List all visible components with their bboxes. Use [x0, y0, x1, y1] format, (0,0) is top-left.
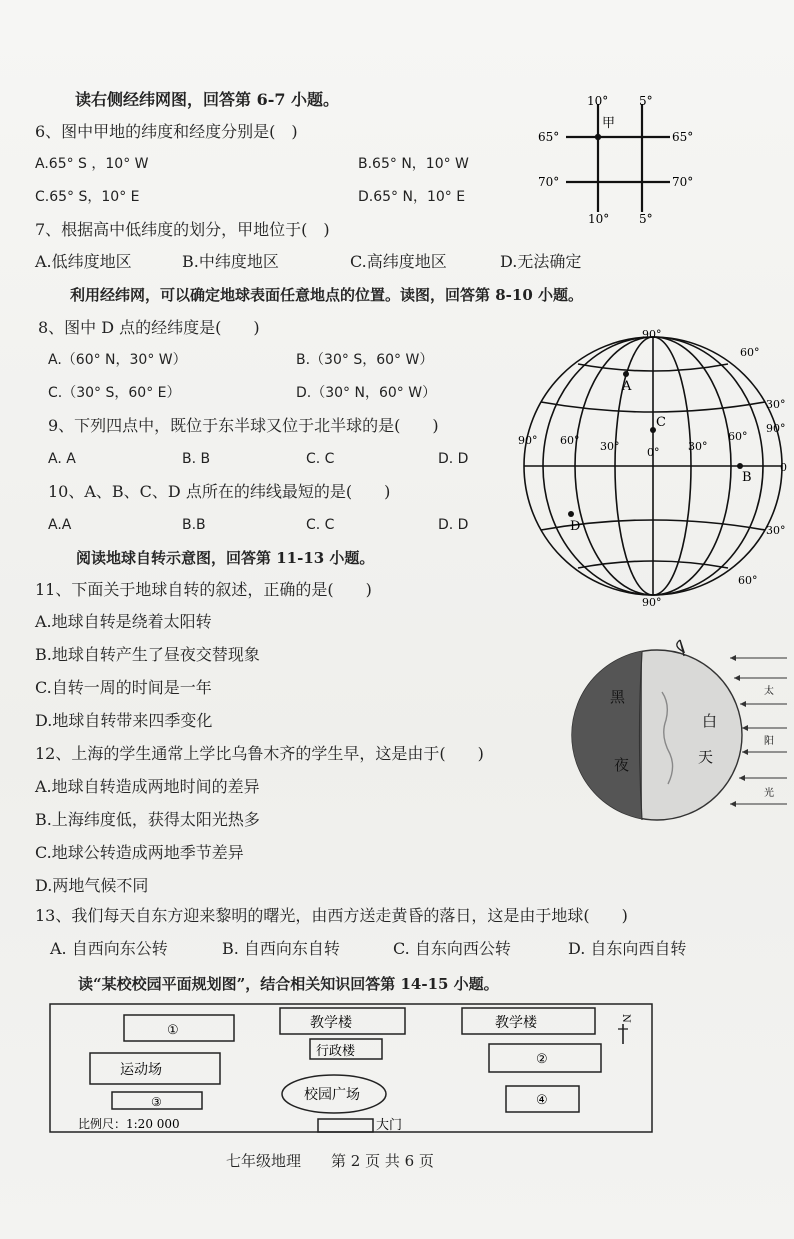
q10-option-c[interactable]: C. C [306, 517, 335, 533]
point-a [623, 371, 629, 377]
q8-option-d[interactable]: D.（30° N，60° W） [296, 385, 437, 401]
q11-stem: 11、下面关于地球自转的叙述，正确的是( ) [35, 580, 372, 599]
q7-option-a[interactable]: A.低纬度地区 [35, 252, 132, 271]
label-sun-3: 光 [764, 788, 774, 799]
label-c: C [656, 415, 666, 430]
label-jia: 甲 [602, 116, 616, 131]
q7-option-b[interactable]: B.中纬度地区 [182, 252, 279, 271]
q10-stem: 10、A、B、C、D 点所在的纬线最短的是( ) [48, 482, 391, 501]
label-building-3: ③ [151, 1095, 162, 1109]
label-60-top: 60° [740, 346, 760, 359]
label-90-top: 90° [642, 328, 662, 341]
q6-option-b[interactable]: B.65° N，10° W [358, 156, 469, 172]
label-day-1: 白 [702, 712, 718, 730]
label-admin: 行政楼 [316, 1044, 356, 1059]
q11-option-a[interactable]: A.地球自转是绕着太阳转 [35, 612, 212, 631]
label-left-70: 70° [538, 175, 560, 189]
q7-option-c[interactable]: C.高纬度地区 [350, 252, 447, 271]
q12-option-d[interactable]: D.两地气候不同 [35, 876, 149, 895]
label-left-65: 65° [538, 130, 560, 144]
lat-lon-grid-figure [530, 90, 710, 230]
q6-option-d[interactable]: D.65° N，10° E [358, 189, 466, 205]
sun-ray-arrowhead [742, 725, 748, 731]
intro-14-15: 读“某校校园平面规划图”，结合相关知识回答第 14-15 小题。 [78, 975, 499, 993]
q8-option-c[interactable]: C.（30° S，60° E） [48, 385, 181, 401]
q12-option-c[interactable]: C.地球公转造成两地季节差异 [35, 843, 244, 862]
point-d [568, 511, 574, 517]
label-90-bottom: 90° [642, 596, 662, 608]
label-bottom-5: 5° [639, 212, 653, 226]
label-right-70: 70° [672, 175, 694, 189]
q13-option-a[interactable]: A. 自西向东公转 [50, 939, 168, 958]
label-lon-90w: 90° [518, 434, 538, 447]
label-lon-0: 0° [647, 446, 660, 459]
label-building-4: ④ [536, 1093, 548, 1108]
label-right-65: 65° [672, 130, 694, 144]
sun-ray-arrowhead [742, 749, 748, 755]
label-equator-0: 0 [780, 461, 787, 474]
label-top-5: 5° [639, 94, 653, 108]
sun-ray-arrowhead [730, 801, 736, 807]
q9-option-c[interactable]: C. C [306, 451, 335, 467]
q13-option-c[interactable]: C. 自东向西公转 [393, 939, 511, 958]
q9-option-b[interactable]: B. B [182, 451, 211, 467]
label-lon-90e: 90° [766, 422, 786, 435]
q12-option-b[interactable]: B.上海纬度低，获得太阳光热多 [35, 810, 260, 829]
globe-grid-figure [510, 326, 794, 608]
label-night-2: 夜 [614, 756, 630, 774]
label-sun-1: 太 [764, 686, 774, 697]
q11-option-b[interactable]: B.地球自转产生了昼夜交替现象 [35, 645, 260, 664]
label-b: B [742, 470, 752, 485]
q7-option-d[interactable]: D.无法确定 [500, 252, 582, 271]
label-lon-60w: 60° [560, 434, 580, 447]
label-30s: 30° [766, 524, 786, 537]
label-teaching-2: 教学楼 [495, 1015, 537, 1031]
q10-option-d[interactable]: D. D [438, 517, 469, 533]
label-bottom-10: 10° [588, 212, 610, 226]
intro-8-10: 利用经纬网，可以确定地球表面任意地点的位置。读图，回答第 8-10 小题。 [70, 286, 583, 304]
q9-option-a[interactable]: A. A [48, 451, 76, 467]
label-building-2: ② [536, 1052, 548, 1067]
label-lon-60e: 60° [728, 430, 748, 443]
label-top-10: 10° [587, 94, 609, 108]
night-side [562, 632, 642, 832]
q9-option-d[interactable]: D. D [438, 451, 469, 467]
sun-ray-arrowhead [734, 675, 740, 681]
intro-11-13: 阅读地球自转示意图，回答第 11-13 小题。 [76, 549, 375, 567]
label-building-1: ① [167, 1023, 179, 1038]
q6-option-c[interactable]: C.65° S，10° E [35, 189, 140, 205]
label-plaza: 校园广场 [304, 1087, 360, 1103]
label-lon-30w: 30° [600, 440, 620, 453]
main-gate [318, 1119, 373, 1132]
q8-stem: 8、图中 D 点的经纬度是( ) [38, 318, 260, 337]
label-60-bottom: 60° [738, 574, 758, 587]
label-day-2: 天 [698, 748, 714, 766]
q11-option-d[interactable]: D.地球自转带来四季变化 [35, 711, 213, 730]
q9-stem: 9、下列四点中，既位于东半球又位于北半球的是( ) [48, 416, 439, 435]
q12-option-a[interactable]: A.地球自转造成两地时间的差异 [35, 777, 260, 796]
label-sun-2: 阳 [764, 736, 774, 747]
q13-stem: 13、我们每天自东方迎来黎明的曙光，由西方送走黄昏的落日，这是由于地球( ) [35, 906, 628, 925]
label-30n: 30° [766, 398, 786, 411]
q7-stem: 7、根据高中低纬度的划分，甲地位于( ) [35, 220, 330, 239]
campus-plan-figure [40, 998, 665, 1140]
label-sports: 运动场 [120, 1062, 162, 1078]
q12-stem: 12、上海的学生通常上学比乌鲁木齐的学生早，这是由于( ) [35, 744, 484, 763]
q10-option-a[interactable]: A.A [48, 517, 72, 533]
q10-option-b[interactable]: B.B [182, 517, 206, 533]
label-night-1: 黑 [610, 688, 626, 706]
scale-label: 比例尺：1:20 000 [78, 1117, 180, 1131]
page-footer: 七年级地理 第 2 页 共 6 页 [226, 1152, 434, 1170]
q8-option-a[interactable]: A.（60° N，30° W） [48, 352, 187, 368]
earth-rotation-figure [562, 632, 787, 832]
label-teaching-1: 教学楼 [310, 1015, 352, 1031]
intro-6-7: 读右侧经纬网图，回答第 6-7 小题。 [75, 90, 340, 109]
q6-option-a[interactable]: A.65° S ，10° W [35, 156, 149, 172]
sun-ray-arrowhead [739, 775, 745, 781]
q6-stem: 6、图中甲地的纬度和经度分别是( ) [35, 122, 298, 141]
sun-ray-arrowhead [730, 655, 736, 661]
sun-ray-arrowhead [740, 701, 746, 707]
q11-option-c[interactable]: C.自转一周的时间是一年 [35, 678, 212, 697]
q13-option-d[interactable]: D. 自东向西自转 [568, 939, 687, 958]
point-b [737, 463, 743, 469]
label-a: A [622, 379, 632, 394]
label-lon-30e: 30° [688, 440, 708, 453]
building-1 [124, 1015, 234, 1041]
label-gate: 大门 [376, 1118, 403, 1133]
q13-option-b[interactable]: B. 自西向东自转 [222, 939, 340, 958]
q8-option-b[interactable]: B.（30° S，60° W） [296, 352, 434, 368]
north-arrow-icon: N [620, 1014, 631, 1023]
label-d: D [570, 519, 581, 534]
point-jia [595, 134, 601, 140]
